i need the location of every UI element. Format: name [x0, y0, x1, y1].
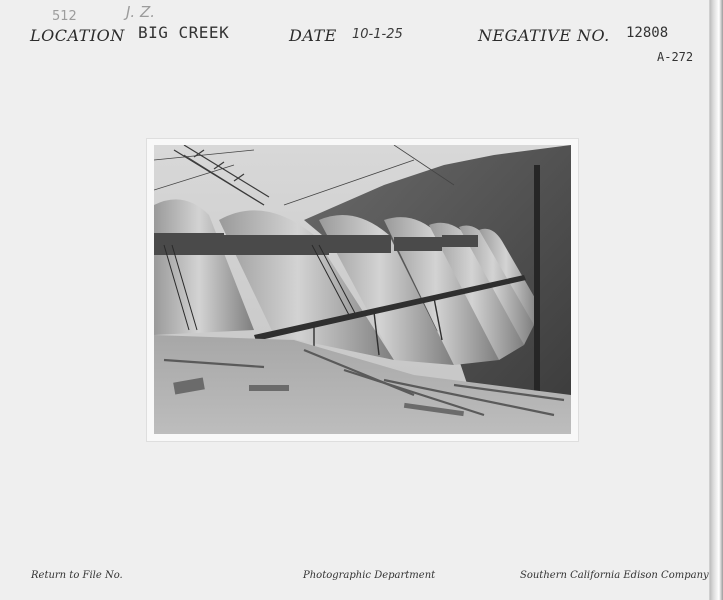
dam-construction-photo	[154, 145, 571, 434]
sub-number: A-272	[657, 50, 694, 64]
file-number: 512	[52, 9, 77, 24]
date-label: DATE	[289, 26, 337, 45]
date-value: 10-1-25	[352, 27, 403, 42]
return-to-file-label: Return to File No.	[31, 570, 123, 581]
company-label: Southern California Edison Company	[520, 570, 709, 581]
department-label: Photographic Department	[303, 570, 436, 581]
location-label: LOCATION	[30, 26, 125, 45]
location-value: BIG CREEK	[138, 23, 230, 42]
card-edge	[710, 0, 723, 600]
negative-value: 12808	[626, 25, 669, 41]
initials: J. Z.	[126, 3, 156, 21]
negative-label: NEGATIVE NO.	[478, 26, 610, 45]
